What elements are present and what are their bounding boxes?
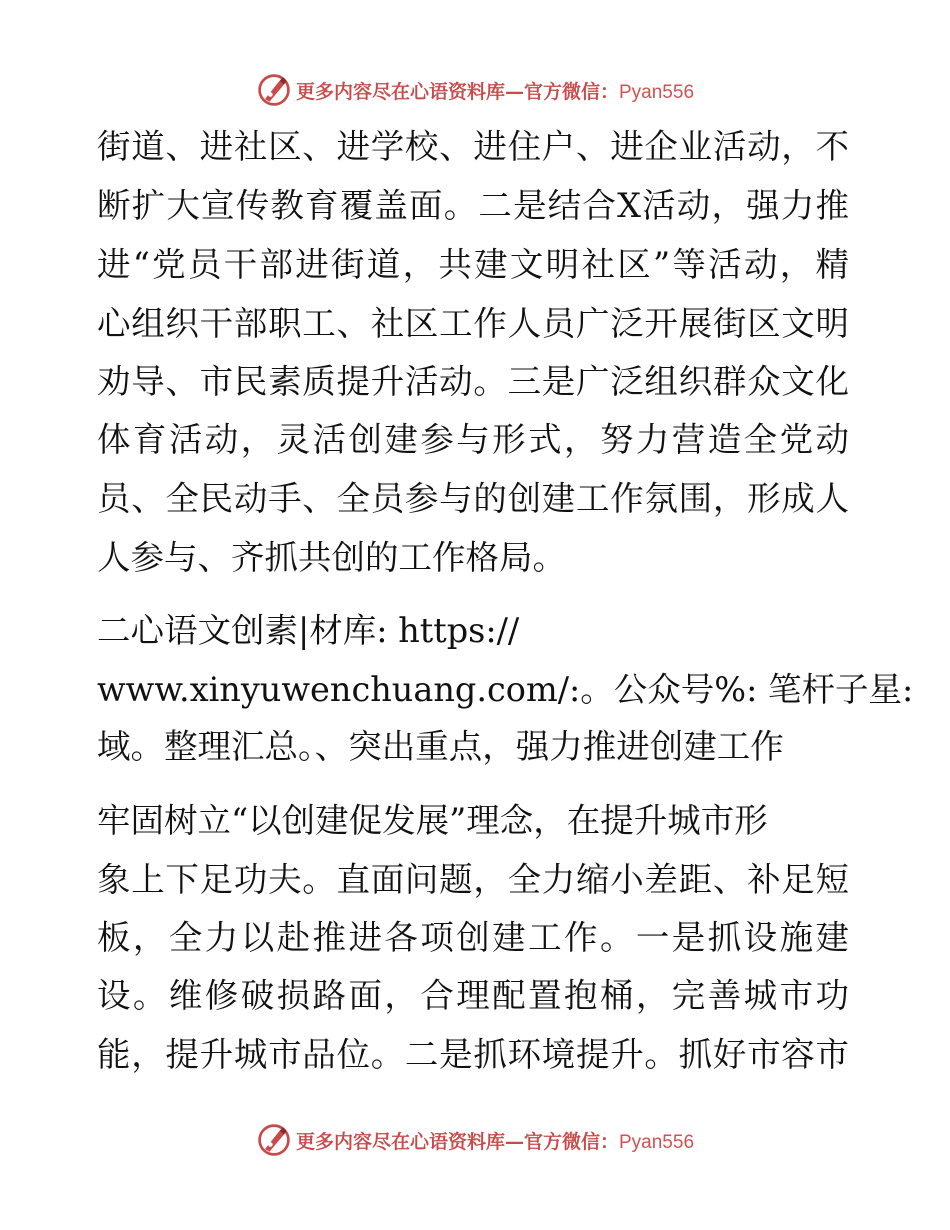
source-line: www.xinyuwenchuang.com/:。公众号%: 笔杆子星: (97, 670, 914, 709)
body-line: 劝导、市民素质提升活动。三是广泛组织群众文化 (97, 362, 849, 401)
watermark-text: 更多内容尽在心语资料库—官方微信：Pyan556 (295, 80, 695, 103)
header-watermark (0, 70, 950, 110)
body-line: 员、全民动手、全员参与的创建工作氛围，形成人 (97, 479, 849, 518)
body-line: 进“党员干部进街道，共建文明社区”等活动，精 (97, 245, 849, 284)
body-line: 体育活动，灵活创建参与形式，努力营造全党动 (97, 420, 849, 459)
wechat-id: Pyan556 (619, 81, 695, 103)
body-line: 能，提升城市品位。二是抓环境提升。抓好市容市 (97, 1035, 849, 1074)
section-heading: 域。整理汇总。、突出重点，强力推进创建工作 (97, 727, 784, 766)
watermark-text: 更多内容尽在心语资料库—官方微信：Pyan556 (295, 1130, 695, 1153)
wechat-id: Pyan556 (619, 1131, 695, 1153)
body-line: 设。维修破损路面，合理配置抱桶，完善城市功 (97, 976, 849, 1015)
pen-logo-icon (256, 72, 292, 108)
body-line: 象上下足功夫。直面问题，全力缩小差距、补足短 (97, 860, 849, 899)
body-line: 人参与、齐抓共创的工作格局。 (97, 538, 566, 577)
body-line: 心组织干部职工、社区工作人员广泛开展街区文明 (97, 304, 849, 343)
body-line: 断扩大宣传教育覆盖面。二是结合X活动，强力推 (97, 186, 849, 225)
source-line: 二心语文创素|材库: https:// (97, 611, 520, 650)
pen-logo-icon (256, 1122, 292, 1158)
body-line: 板，全力以赴推进各项创建工作。一是抓设施建 (97, 918, 849, 957)
body-line: 街道、进社区、进学校、进住户、进企业活动，不 (97, 127, 849, 166)
footer-watermark (0, 1120, 950, 1160)
body-line: 牢固树立“以创建促发展”理念，在提升城市形 (97, 801, 768, 840)
